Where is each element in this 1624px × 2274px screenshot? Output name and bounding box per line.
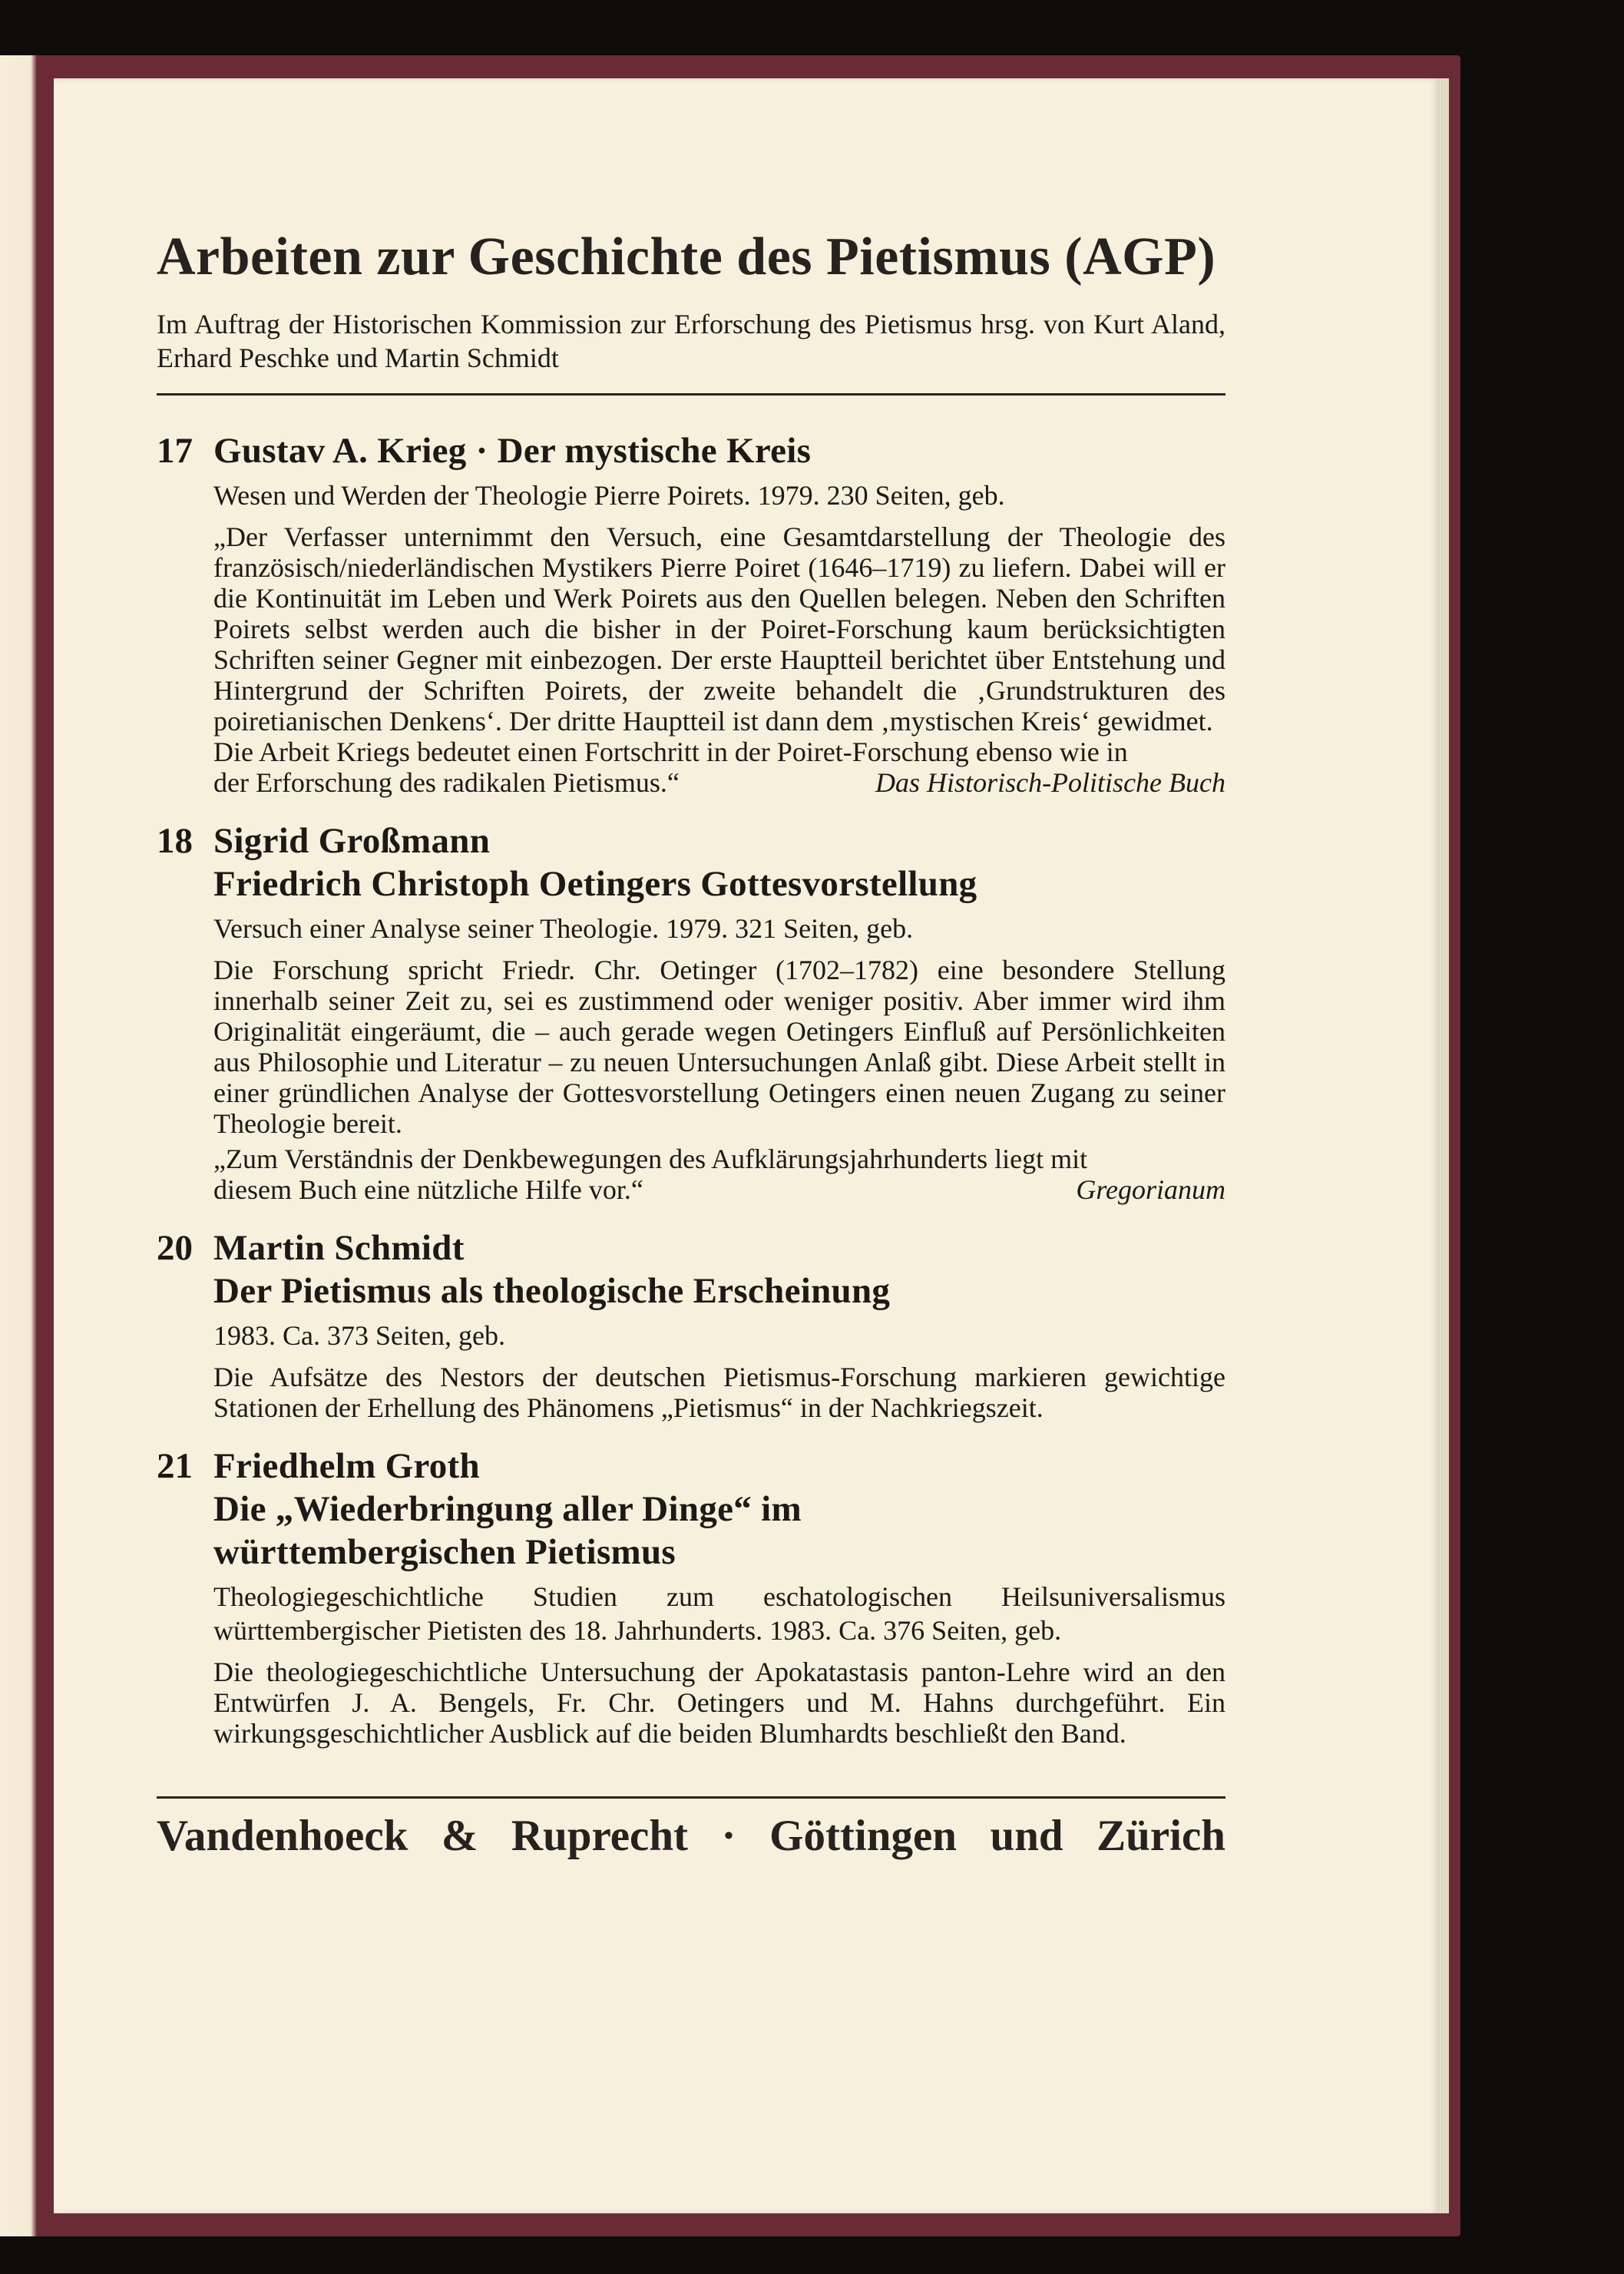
page-content [157, 223, 1225, 1863]
review-source: Gregorianum [1076, 1174, 1225, 1205]
entry-18 [157, 819, 1225, 1205]
entry-meta: Versuch einer Analyse seiner Theologie. 1979. 321 Seiten, geb. [213, 913, 914, 944]
entry-author: Martin Schmidt [213, 1228, 465, 1268]
description-paragraph: Die Forschung spricht Friedr. Chr. Oetinger (1702–1782) eine besondere Stellung innerhalb seiner Zeit zu, sei es zustimmend oder weniger positiv. Aber immer wird ihm Originalität eingeräumt, die – auch gerade wegen Oetingers Einfluß auf Persönlichkeiten aus Philosophie und Literatur – zu neuen Untersuchungen Anlaß gibt. Diese Arbeit stellt in einer gründlichen Analyse der Gottesvorstellung Oetingers einen neuen Zugang zu seiner Theologie bereit. [213, 955, 1225, 1139]
quote-end-line [213, 1174, 1225, 1205]
entry-meta: Theologiegeschichtliche Studien zum eschatologischen Heilsuniversalismus württembergischer Pietisten des 18. Jahrhunderts. 1983. Ca. 376 Seiten, geb. [213, 1581, 1225, 1646]
entry-number: 18 [157, 821, 193, 861]
entry-title: Der Pietismus als theologische Erscheinung [213, 1271, 891, 1311]
entry-title-cont: württembergischen Pietismus [213, 1532, 676, 1572]
description-paragraph: Die theologiegeschichtliche Untersuchung der Apokatastasis panton-Lehre wird an den Entwürfen J. A. Bengels, Fr. Chr. Oetingers und M. Hahns durchgeführt. Ein wirkungsgeschichtlicher Ausblick auf die beiden Blumhardts beschließt den Band. [213, 1657, 1225, 1749]
entry-number: 21 [157, 1446, 193, 1486]
quote-end: diesem Buch eine nützliche Hilfe vor.“ [213, 1174, 643, 1205]
description-paragraph: Die Aufsätze des Nestors der deutschen Pietismus-Forschung markieren gewichtige Stationen der Erhellung des Phänomens „Pietismus“ in der Nachkriegszeit. [213, 1362, 1225, 1423]
review-text [213, 1144, 1225, 1205]
quote-end: der Erforschung des radikalen Pietismus.“ [213, 767, 680, 798]
entry-17 [157, 429, 1225, 798]
entry-meta: 1983. Ca. 373 Seiten, geb. [213, 1320, 505, 1351]
entry-author: Friedhelm Groth [213, 1446, 480, 1486]
facing-page-edge [0, 55, 54, 2236]
entry-author: Sigrid Großmann [213, 821, 491, 861]
entry-meta: Wesen und Werden der Theologie Pierre Poirets. 1979. 230 Seiten, geb. [213, 480, 1005, 511]
entry-title: Die „Wiederbringung aller Dinge“ im [213, 1489, 802, 1529]
review-source: Das Historisch-Politische Buch [875, 767, 1225, 798]
page-stack-edge [1440, 78, 1449, 2213]
review-paragraph: „Der Verfasser unternimmt den Versuch, eine Gesamtdarstellung der Theologie des französisch/niederländischen Mystikers Pierre Poiret (1646–1719) zu liefern. Dabei will er die Kontinuität im Leben und Werk Poirets aus den Quellen belegen. Neben den Schriften Poirets selbst werden auch die bisher in der Poiret-Forschung kaum berücksichtigten Schriften seiner Gegner mit einbezogen. Der erste Hauptteil berichtet über Entstehung und Hintergrund der Schriften Poirets, der zweite behandelt die ‚Grundstrukturen des poiretianischen Denkens‘. Der dritte Hauptteil ist dann dem ‚mystischen Kreis‘ gewidmet. [213, 521, 1225, 736]
review-paragraph: Die Arbeit Kriegs bedeutet einen Fortschritt in der Poiret-Forschung ebenso wie in [213, 736, 1128, 767]
entry-21 [157, 1445, 1225, 1749]
quote-end-line [213, 767, 1225, 798]
series-title: Arbeiten zur Geschichte des Pietismus (AGP) [157, 227, 1216, 286]
series-editors: Im Auftrag der Historischen Kommission zur Erforschung des Pietismus hrsg. von Kurt Aland, Erhard Peschke und Martin Schmidt [157, 309, 1225, 373]
entry-number: 17 [157, 431, 193, 471]
footer-rule [157, 1796, 1225, 1799]
entry-20 [157, 1226, 1225, 1423]
review-paragraph: „Zum Verständnis der Denkbewegungen des Aufklärungsjahrhunderts liegt mit [213, 1144, 1088, 1174]
header-rule [157, 393, 1225, 396]
entry-number: 20 [157, 1228, 193, 1268]
review-text [213, 521, 1225, 798]
entry-title: Gustav A. Krieg · Der mystische Kreis [213, 431, 812, 471]
publisher-imprint: Vandenhoeck & Ruprecht · Göttingen und Zürich [157, 1812, 1225, 1860]
entry-title: Friedrich Christoph Oetingers Gottesvorstellung [213, 864, 977, 904]
